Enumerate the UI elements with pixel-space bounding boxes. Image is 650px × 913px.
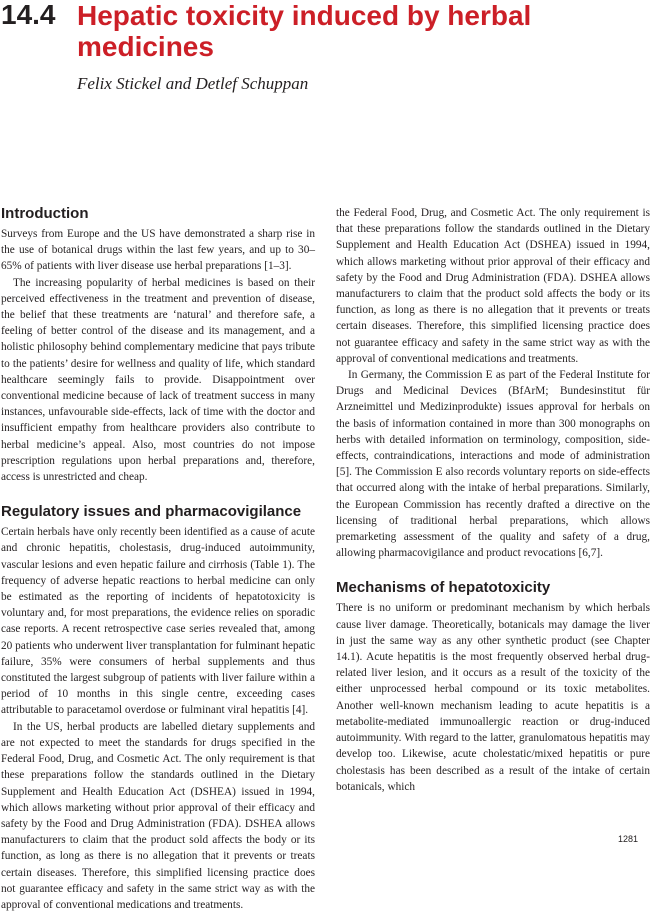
- section-heading-regulatory: Regulatory issues and pharmacovigilance: [1, 503, 302, 521]
- page-number: 1281: [617, 834, 638, 844]
- section-heading-mechanisms: Mechanisms of hepatotoxicity: [336, 579, 551, 597]
- chapter-header: [0, 0, 650, 70]
- paragraph: In Germany, the Commission E as part of the Federal Institute for Drugs and Medicinal Devices (BfArM; Bundesinstitut für Arzneimittel und Medizinprodukte) issues approval for herbals on the basis of information contained in more than 300 monographs on herbs with detailed information on terminology, composition, side-effects, contraindications, interactions and mode of administration [5]. The Commission E also records voluntary reports on side-effects that occurred along with the intake of herbal preparations. Similarly, the European Commission has recently drafted a directive on the licensing of traditional herbal preparations, which allows premarketing assessment of the quality and safety of a drug, allowing pharmacovigilance and product revocations [6,7].: [336, 369, 650, 560]
- chapter-title: Hepatic toxicity induced by herbal medicines: [77, 0, 532, 62]
- section-heading-introduction: Introduction: [1, 205, 89, 222]
- chapter-authors: Felix Stickel and Detlef Schuppan: [77, 74, 309, 93]
- paragraph-continued: the Federal Food, Drug, and Cosmetic Act. The only requirement is that these preparations follow the standards outlined in the Dietary Supplement and Health Education Act (DSHEA) issued in 1994, which allows marketing without prior approval of their efficacy and safety by the Food and Drug Administration (FDA). DSHEA allows manufacturers to claim that the product sold affects the body or its function, as long as there is no allegation that it prevents or treats certain diseases. Therefore, this simplified licensing practice does not guarantee efficacy and safety in the same strict way as with the approval of conventional medications and treatments.: [336, 207, 650, 365]
- chapter-number: 14.4: [1, 0, 56, 30]
- right-column: [336, 205, 650, 795]
- paragraph: In the US, herbal products are labelled dietary supplements and are not expected to meet the standards for drugs specified in the Federal Food, Drug, and Cosmetic Act. The only requirement is that these preparations follow the standards outlined in the Dietary Supplement and Health Education Act (DSHEA) issued in 1994, which allows marketing without prior approval of their efficacy and safety by the Food and Drug Administration (FDA). DSHEA allows manufacturers to claim that the product sold affects the body or its function, as long as there is no allegation that it prevents or treats certain diseases. Therefore, this simplified licensing practice does not guarantee efficacy and safety in the same strict way as with the approval of conventional medications and treatments.: [1, 720, 315, 911]
- paragraph: The increasing popularity of herbal medicines is based on their perceived effectiveness in the treatment and prevention of disease, the belief that these treatments are ‘natural’ and therefore safe, a feeling of better control of the disease and its management, and a holistic philosophy behind complementary medicine that pays tribute to the patients’ desire for wellness and quality of life, which standard healthcare seemingly fails to provide. Disappointment over conventional medicine because of lack of treatment success in many instances, unfavourable side-effects, lack of time with the doctor and insufficient empathy from healthcare providers also contribute to herbal medicine’s appeal. Also, most countries do not impose prescription regulations upon herbal preparations and, therefore, access is unrestricted and cheap.: [1, 276, 315, 484]
- left-column: [1, 205, 315, 911]
- paragraph: Certain herbals have only recently been identified as a cause of acute and chronic hepatitis, cholestasis, drug-induced autoimmunity, vascular lesions and even hepatic failure and cirrhosis (Table 1). The frequency of adverse hepatic reactions to herbal medicine can only be estimated as the reporting of incidents of hepatotoxicity is voluntary and, for most preparations, the evidence relies on sporadic case reports. A recent retrospective case series revealed that, among 20 patients who underwent liver transplantation for fulminant hepatic failure, 35% were consumers of herbal supplements and thus constituted the largest subgroup of patients with liver failure within a period of 10 months in this single centre, exceeding cases attributable to paracetamol overdose or fulminant viral hepatitis [4].: [1, 526, 315, 717]
- paragraph: Surveys from Europe and the US have demonstrated a sharp rise in the use of botanical drugs within the last few years, and up to 30–65% of patients with liver disease use herbal preparations [1–3].: [1, 228, 315, 273]
- paragraph: There is no uniform or predominant mechanism by which herbals cause liver damage. Theoretically, botanicals may damage the liver in just the same way as any other synthetic product (see Chapter 14.1). Acute hepatitis is the most frequently observed herbal drug-related liver lesion, and it occurs as a result of the toxicity of the either unprocessed herbal compound or its toxic metabolites. Another well-known mechanism leading to acute hepatitis is a metabolite-mediated immunoallergic reaction or drug-induced autoimmunity. With regard to the latter, granulomatous hepatitis may develop too. Likewise, acute cholestatic/mixed hepatitis or pure cholestasis has been described as a result of the intake of certain botanicals, which: [336, 602, 650, 793]
